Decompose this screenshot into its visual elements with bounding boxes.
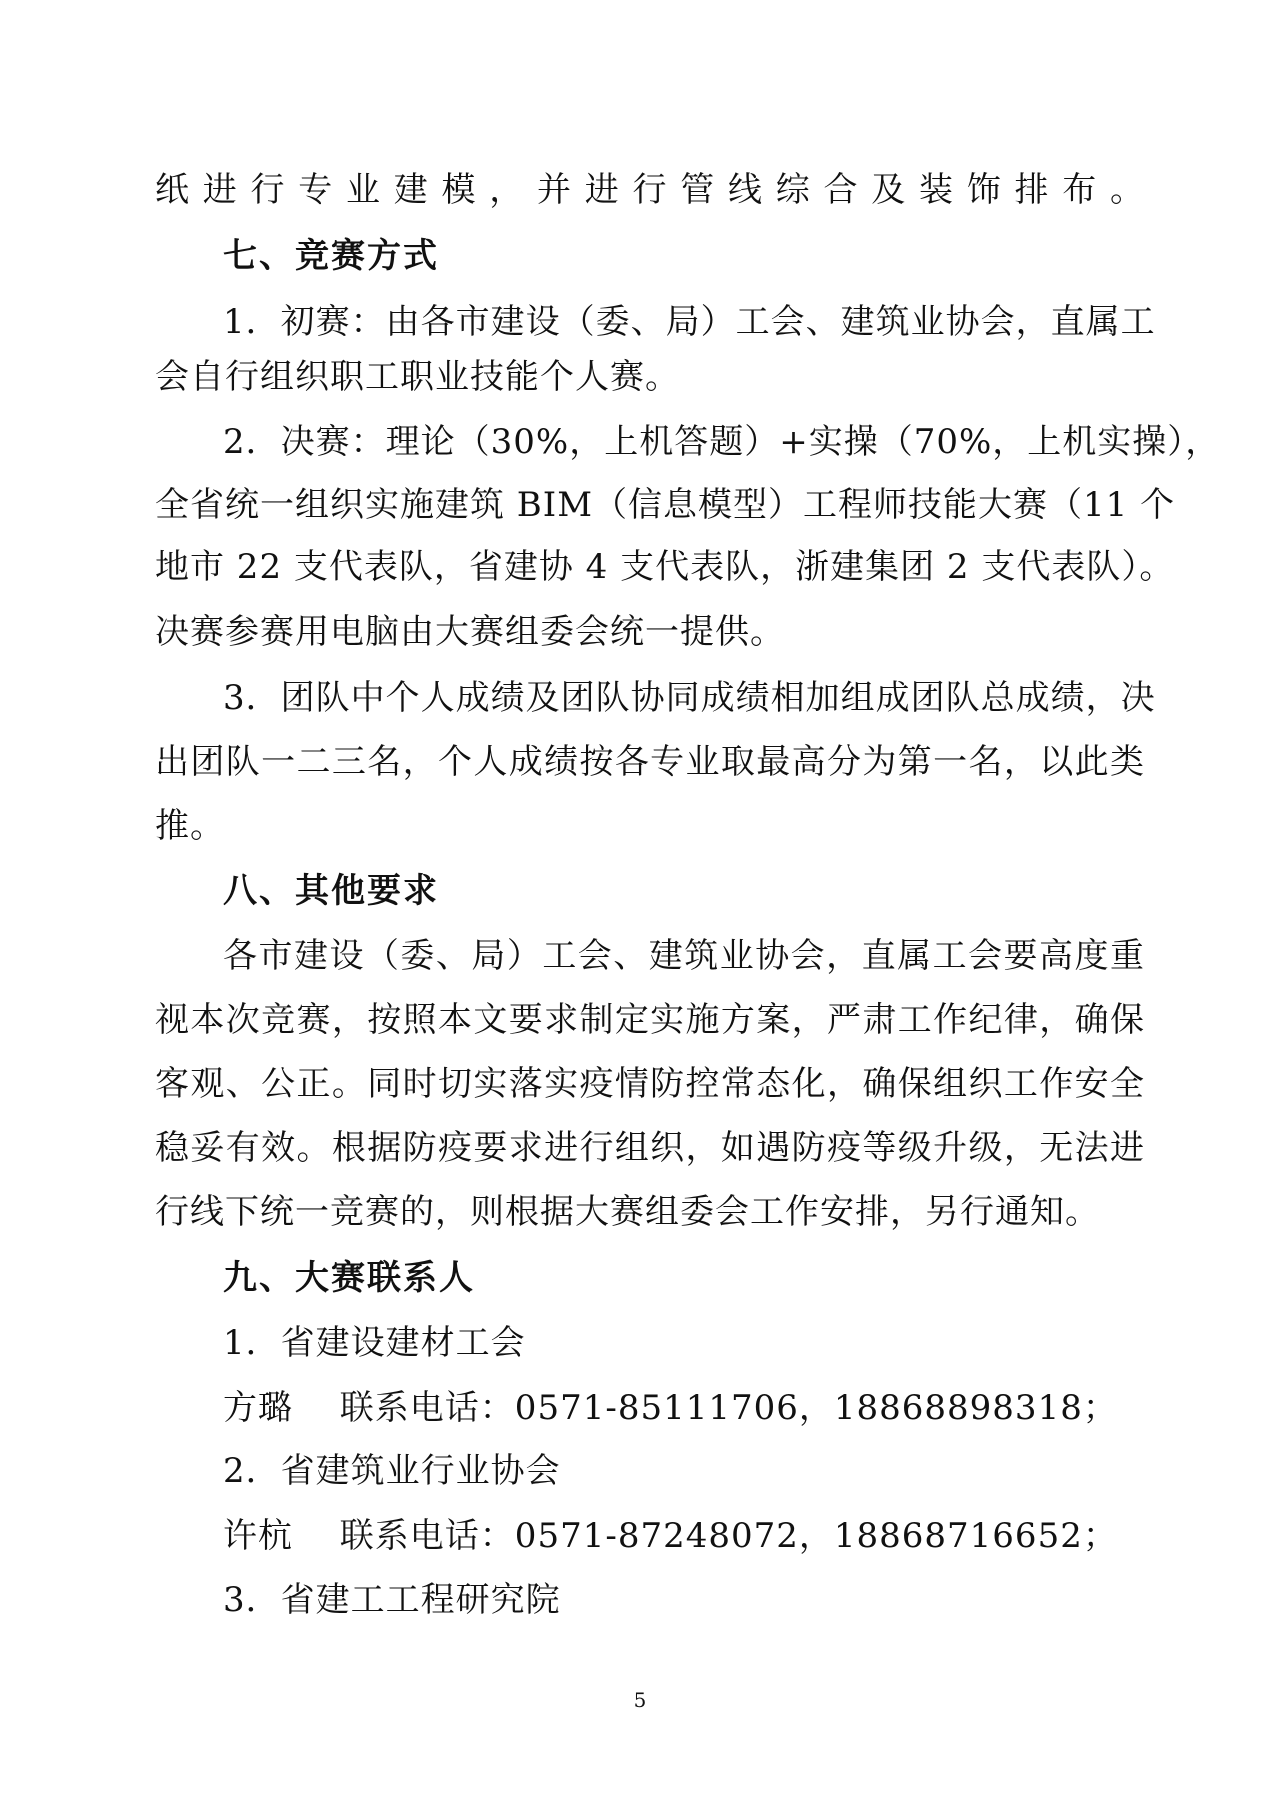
section-8-heading: 八、其他要求 [223,871,439,911]
section-8-para-line-3: 客观、公正。同时切实落实疫情防控常态化，确保组织工作安全 [155,1064,1145,1104]
contact-org-1: 1．省建设建材工会 [223,1323,526,1363]
contact-org-2: 2．省建筑业行业协会 [223,1451,561,1491]
section-7-item-3-line-3: 推。 [155,806,225,846]
section-7-item-2-line-2: 全省统一组织实施建筑 BIM（信息模型）工程师技能大赛（11 个 [155,485,1176,525]
section-7-item-1-line-2: 会自行组织职工职业技能个人赛。 [155,357,680,397]
section-8-para-line-1: 各市建设（委、局）工会、建筑业协会，直属工会要高度重 [223,936,1145,976]
section-7-item-2-line-3: 地市 22 支代表队，省建协 4 支代表队，浙建集团 2 支代表队）。 [155,547,1175,587]
contact-org-3: 3．省建工工程研究院 [223,1580,561,1620]
section-7-item-2-line-4: 决赛参赛用电脑由大赛组委会统一提供。 [155,612,785,652]
continuation-line: 纸进行专业建模，并进行管线综合及装饰排布。 [155,170,1145,210]
section-8-para-line-4: 稳妥有效。根据防疫要求进行组织，如遇防疫等级升级，无法进 [155,1128,1145,1168]
section-7-heading: 七、竞赛方式 [223,236,439,276]
section-8-para-line-2: 视本次竞赛，按照本文要求制定实施方案，严肃工作纪律，确保 [155,1000,1145,1040]
section-7-item-2-line-1: 2．决赛：理论（30%，上机答题）+实操（70%，上机实操）， [223,422,1221,462]
contact-line-1: 方璐 联系电话：0571-85111706，18868898318； [223,1388,1118,1428]
section-7-item-1-line-1: 1．初赛：由各市建设（委、局）工会、建筑业协会，直属工 [223,302,1156,342]
contact-line-2: 许杭 联系电话：0571-87248072，18868716652； [223,1516,1118,1556]
section-9-heading: 九、大赛联系人 [223,1258,475,1298]
page-number: 5 [633,1688,647,1712]
section-7-item-3-line-2: 出团队一二三名，个人成绩按各专业取最高分为第一名，以此类 [155,742,1145,782]
section-7-item-3-line-1: 3．团队中个人成绩及团队协同成绩相加组成团队总成绩，决 [223,678,1156,718]
section-8-para-line-5: 行线下统一竞赛的，则根据大赛组委会工作安排，另行通知。 [155,1192,1100,1232]
